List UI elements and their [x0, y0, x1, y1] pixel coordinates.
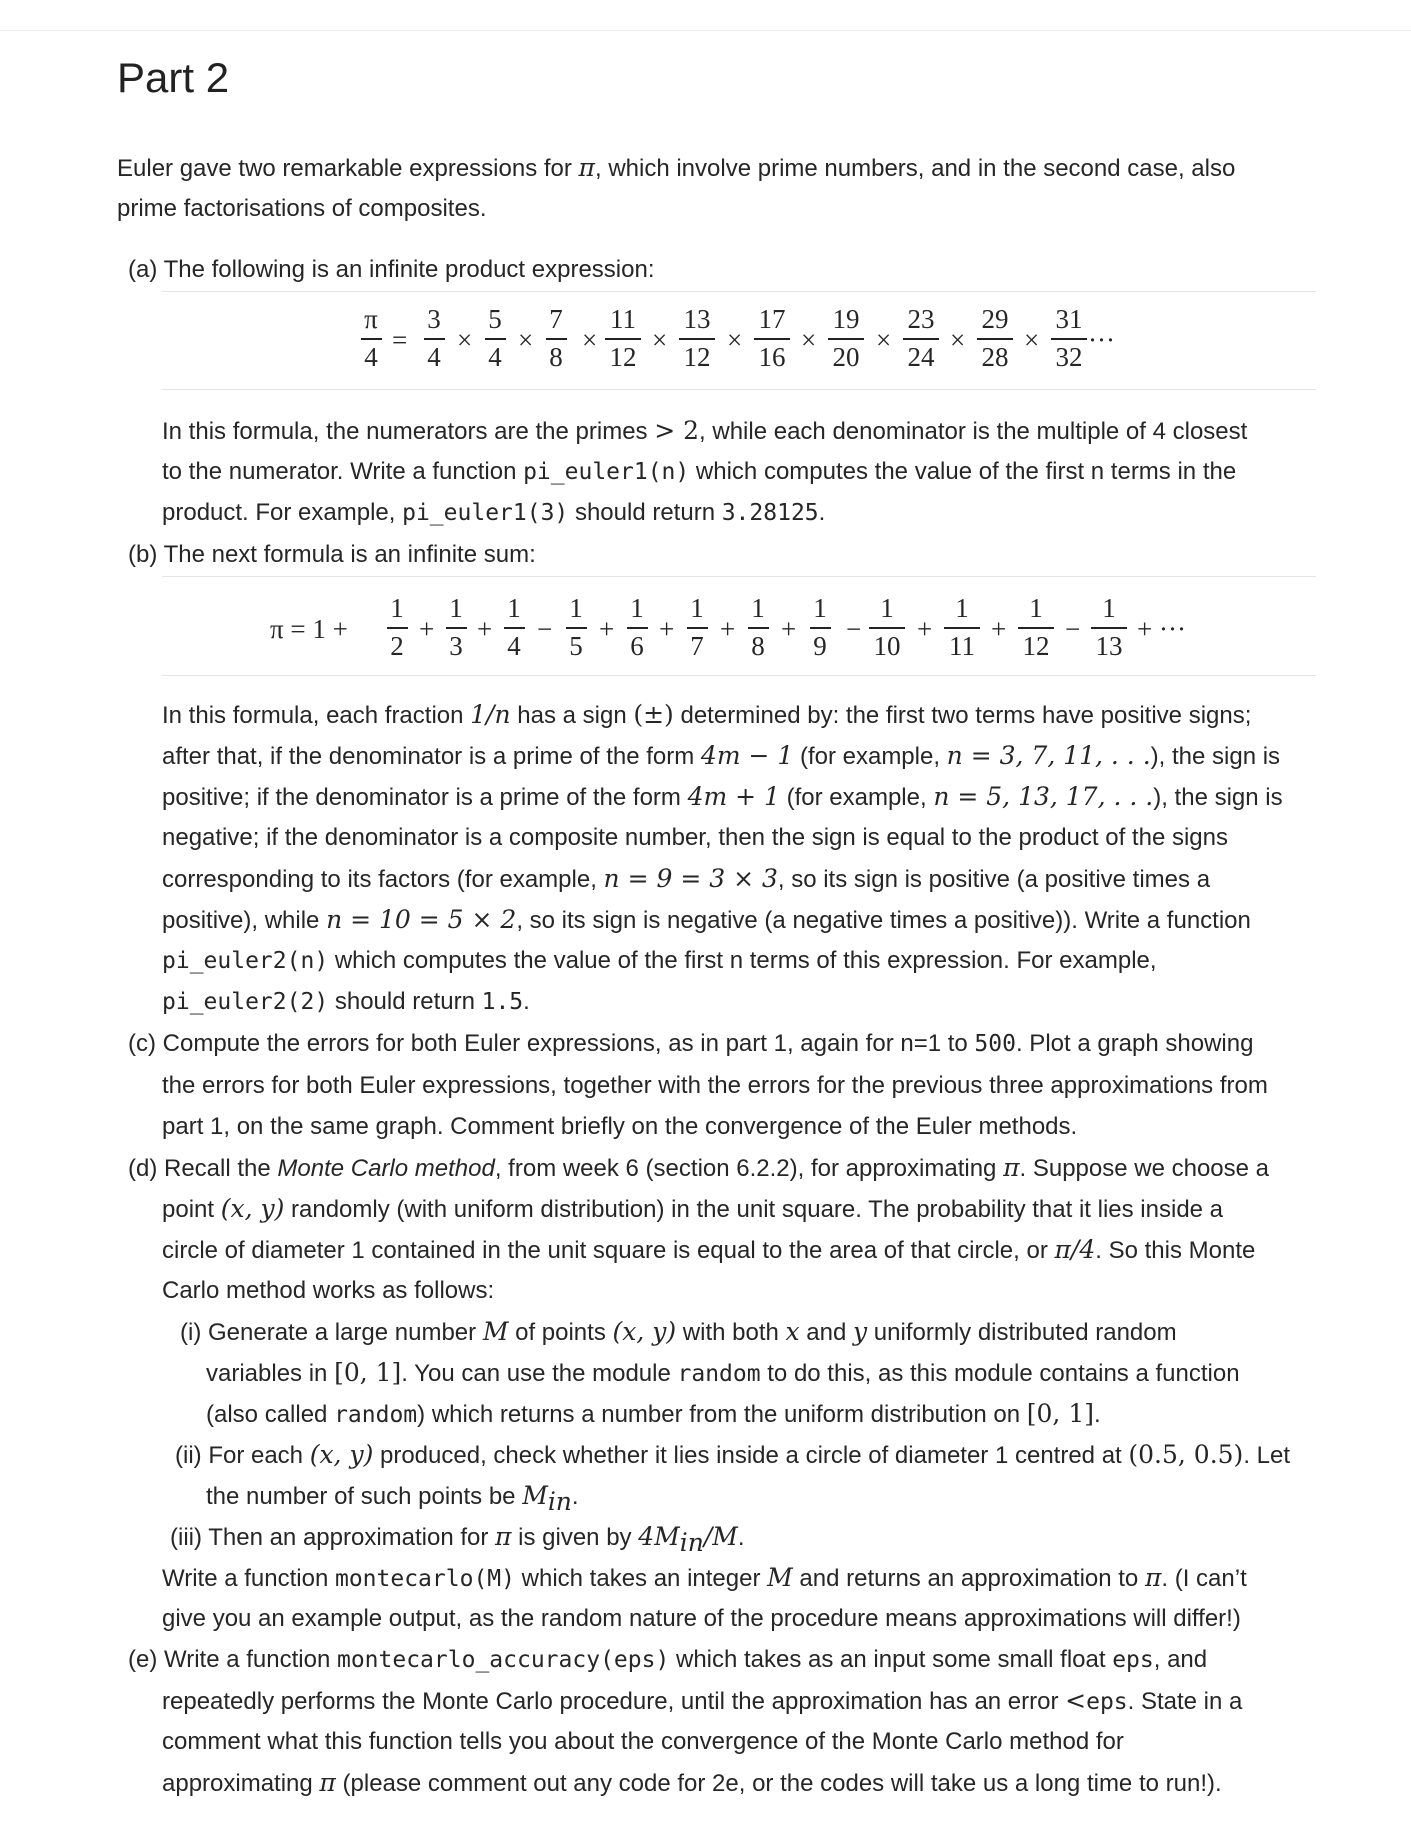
formula-b-top-rule [162, 576, 1316, 577]
sum-sign-10: + [991, 614, 1007, 644]
part-e-text-4: approximating π (please comment out any code for 2e, or the codes will take us a long time to run!). [162, 1768, 1222, 1797]
product-fraction-1-numerator: 3 [427, 304, 441, 334]
product-fraction-7-denominator: 20 [832, 341, 860, 372]
times-sign-7: × [876, 325, 892, 355]
sum-fraction-1-over-12-denominator: 12 [1022, 630, 1050, 661]
product-fraction-3 [526, 305, 586, 371]
part-b-label: (b) The next formula is an infinite sum: [128, 541, 536, 568]
sum-fraction-1-over-7-numerator: 1 [690, 593, 704, 623]
product-fraction-5-denominator: 12 [683, 341, 711, 372]
sum-fraction-1-over-11 [932, 594, 992, 660]
fraction-pi-over-4-numerator: π [364, 304, 378, 334]
product-fraction-10-bar [1051, 338, 1087, 340]
part-c-text-1: (c) Compute the errors for both Euler expressions, as in part 1, again for n=1 to 500. Plot a graph showing [128, 1030, 1254, 1057]
sum-fraction-1-over-2-denominator: 2 [390, 630, 404, 661]
times-sign-5: × [727, 325, 743, 355]
product-fraction-8-numerator: 23 [907, 304, 935, 334]
sum-fraction-1-over-10-bar [869, 627, 905, 629]
step-i-line-2: variables in [0, 1]. You can use the module random to do this, as this module contains a function [206, 1358, 1240, 1387]
sum-fraction-1-over-8-numerator: 1 [751, 593, 765, 623]
sum-fraction-1-over-6-bar [627, 627, 648, 629]
sum-fraction-1-over-9 [790, 594, 850, 660]
sum-fraction-1-over-2 [367, 594, 427, 660]
product-fraction-1-bar [424, 338, 445, 340]
sum-fraction-1-over-11-numerator: 1 [955, 593, 969, 623]
sum-fraction-1-over-12 [1006, 594, 1066, 660]
product-fraction-3-bar [546, 338, 567, 340]
sum-fraction-1-over-12-bar [1018, 627, 1054, 629]
product-fraction-6-denominator: 16 [758, 341, 786, 372]
sum-fraction-1-over-11-bar [944, 627, 980, 629]
sum-fraction-1-over-7 [667, 594, 727, 660]
times-sign-9: × [1024, 325, 1040, 355]
sum-lhs: π = 1 + [270, 614, 348, 644]
part-d-text-2: point (x, y) randomly (with uniform distribution) in the unit square. The probability that it lies inside a [162, 1194, 1224, 1223]
sum-fraction-1-over-4-denominator: 4 [507, 630, 521, 661]
product-fraction-2-numerator: 5 [488, 304, 502, 334]
product-fraction-2-denominator: 4 [488, 341, 502, 372]
product-fraction-1-denominator: 4 [427, 341, 441, 372]
sum-fraction-1-over-3-bar [446, 627, 467, 629]
part-c-text-3: part 1, on the same graph. Comment briefly on the convergence of the Euler methods. [162, 1113, 1078, 1140]
part-b-text-4: negative; if the denominator is a composite number, then the sign is equal to the product of the signs [162, 824, 1228, 851]
part-d-text-1: (d) Recall the Monte Carlo method, from week 6 (section 6.2.2), for approximating π. Suppose we choose a [128, 1153, 1270, 1182]
sum-fraction-1-over-10-denominator: 10 [873, 630, 901, 661]
product-fraction-9-denominator: 28 [981, 341, 1009, 372]
sum-fraction-1-over-11-denominator: 11 [949, 630, 975, 661]
product-fraction-4-bar [605, 338, 641, 340]
sum-sign-7: + [781, 614, 797, 644]
product-fraction-1 [404, 305, 464, 371]
sum-fraction-1-over-5 [546, 594, 606, 660]
part-a-text-3: product. For example, pi_euler1(3) should return 3.28125. [162, 499, 826, 526]
product-fraction-7 [816, 305, 876, 371]
sum-sign-5: + [659, 614, 675, 644]
top-divider [0, 30, 1411, 31]
product-fraction-9 [965, 305, 1025, 371]
sum-fraction-1-over-12-numerator: 1 [1029, 593, 1043, 623]
sum-fraction-1-over-2-bar [387, 627, 408, 629]
product-ellipsis: ··· [1088, 325, 1115, 355]
sum-sign-11: − [1065, 614, 1081, 644]
sum-fraction-1-over-2-numerator: 1 [390, 593, 404, 623]
sum-formula [0, 594, 1411, 669]
product-fraction-7-numerator: 19 [832, 304, 860, 334]
times-sign-3: × [582, 325, 598, 355]
fraction-pi-over-4-bar [361, 338, 382, 340]
part-d-text-4: Carlo method works as follows: [162, 1277, 495, 1304]
formula-a-bottom-rule [162, 389, 1316, 390]
product-fraction-6 [742, 305, 802, 371]
part-a-label: (a) The following is an infinite product expression: [128, 256, 655, 283]
product-fraction-9-numerator: 29 [981, 304, 1009, 334]
page-title: Part 2 [117, 54, 230, 101]
product-fraction-4 [593, 305, 653, 371]
sum-fraction-1-over-9-numerator: 1 [813, 593, 827, 623]
part-b-text-2: after that, if the denominator is a prime of the form 4m − 1 (for example, n = 3, 7, 11, . . .), the sign is [162, 741, 1281, 770]
sum-fraction-1-over-10-numerator: 1 [880, 593, 894, 623]
times-sign-2: × [518, 325, 534, 355]
sum-fraction-1-over-13-bar [1091, 627, 1127, 629]
part-e-text-2: repeatedly performs the Monte Carlo procedure, until the approximation has an error <eps. State in a [162, 1686, 1243, 1715]
part-a-text-1: In this formula, the numerators are the primes > 2, while each denominator is the multiple of 4 closest [162, 416, 1248, 445]
intro-line-2: prime factorisations of composites. [117, 195, 487, 222]
part-b-text-7: pi_euler2(n) which computes the value of the first n terms of this expression. For example, [162, 947, 1157, 974]
product-fraction-5-numerator: 13 [683, 304, 711, 334]
sum-fraction-1-over-6-denominator: 6 [630, 630, 644, 661]
step-i-line-1: (i) Generate a large number M of points (x, y) with both x and y uniformly distributed random [180, 1317, 1177, 1346]
sum-fraction-1-over-4-bar [504, 627, 525, 629]
sum-fraction-1-over-5-denominator: 5 [569, 630, 583, 661]
sum-fraction-1-over-4-numerator: 1 [507, 593, 521, 623]
sum-fraction-1-over-10 [857, 594, 917, 660]
times-sign-1: × [457, 325, 473, 355]
product-fraction-4-numerator: 11 [610, 304, 636, 334]
sum-fraction-1-over-8 [728, 594, 788, 660]
sum-fraction-1-over-8-bar [748, 627, 769, 629]
product-fraction-8 [891, 305, 951, 371]
product-fraction-9-bar [977, 338, 1013, 340]
part-b-text-8: pi_euler2(2) should return 1.5. [162, 988, 530, 1015]
product-fraction-3-denominator: 8 [549, 341, 563, 372]
part-d-write-1: Write a function montecarlo(M) which takes an integer M and returns an approximation to π. (I can’t [162, 1563, 1247, 1592]
sum-fraction-1-over-6-numerator: 1 [630, 593, 644, 623]
product-fraction-3-numerator: 7 [549, 304, 563, 334]
sum-sign-8: − [846, 614, 862, 644]
part-b-text-6: positive), while n = 10 = 5 × 2, so its sign is negative (a negative times a positive)). Write a function [162, 905, 1251, 934]
sum-fraction-1-over-13-numerator: 1 [1102, 593, 1116, 623]
formula-b-bottom-rule [162, 675, 1316, 676]
part-c-text-2: the errors for both Euler expressions, together with the errors for the previous three approximations from [162, 1072, 1268, 1099]
formula-a-top-rule [162, 291, 1316, 292]
sum-fraction-1-over-13-denominator: 13 [1095, 630, 1123, 661]
times-sign-6: × [801, 325, 817, 355]
product-fraction-10-denominator: 32 [1055, 341, 1083, 372]
sum-sign-4: + [599, 614, 615, 644]
step-i-line-3: (also called random) which returns a number from the uniform distribution on [0, 1]. [206, 1399, 1101, 1428]
product-fraction-2-bar [485, 338, 506, 340]
step-ii-line-2: the number of such points be $M_{in}$. [206, 1481, 579, 1516]
part-a-text-2: to the numerator. Write a function pi_euler1(n) which computes the value of the first n terms in the [162, 458, 1237, 485]
part-b-text-1: In this formula, each fraction 1/n has a sign (±) determined by: the first two terms have positive signs; [162, 700, 1252, 729]
product-formula [0, 305, 1411, 380]
product-fraction-5 [667, 305, 727, 371]
part-b-text-5: corresponding to its factors (for example, n = 9 = 3 × 3, so its sign is positive (a positive times a [162, 864, 1211, 893]
product-fraction-8-denominator: 24 [907, 341, 935, 372]
part-d-text-3: circle of diameter 1 contained in the unit square is equal to the area of that circle, or π/4. So this Monte [162, 1235, 1256, 1264]
sum-fraction-1-over-3-numerator: 1 [449, 593, 463, 623]
step-iii-line: (iii) Then an approximation for π is given by $4M_{in}/M$. [170, 1522, 745, 1557]
sum-fraction-1-over-7-bar [687, 627, 708, 629]
product-fraction-4-denominator: 12 [609, 341, 637, 372]
product-fraction-6-bar [754, 338, 790, 340]
product-fraction-8-bar [903, 338, 939, 340]
sum-sign-2: + [477, 614, 493, 644]
sum-sign-6: + [720, 614, 736, 644]
times-sign-4: × [652, 325, 668, 355]
sum-fraction-1-over-5-bar [566, 627, 587, 629]
product-fraction-7-bar [828, 338, 864, 340]
fraction-pi-over-4-denominator: 4 [364, 341, 378, 372]
sum-fraction-1-over-9-denominator: 9 [813, 630, 827, 661]
equals-sign: = [392, 325, 408, 355]
sum-fraction-1-over-6 [607, 594, 667, 660]
sum-fraction-1-over-4 [484, 594, 544, 660]
sum-sign-9: + [917, 614, 933, 644]
sum-fraction-1-over-13 [1079, 594, 1139, 660]
times-sign-8: × [950, 325, 966, 355]
sum-fraction-1-over-5-numerator: 1 [569, 593, 583, 623]
product-fraction-6-numerator: 17 [758, 304, 786, 334]
part-e-text-3: comment what this function tells you about the convergence of the Monte Carlo method for [162, 1728, 1124, 1755]
sum-sign-1: + [419, 614, 435, 644]
product-fraction-10-numerator: 31 [1055, 304, 1083, 334]
sum-fraction-1-over-3-denominator: 3 [449, 630, 463, 661]
sum-sign-3: − [537, 614, 553, 644]
intro-line-1: Euler gave two remarkable expressions for π, which involve prime numbers, and in the second case, also [117, 153, 1236, 182]
part-d-write-2: give you an example output, as the random nature of the procedure means approximations will differ!) [162, 1605, 1241, 1632]
sum-fraction-1-over-9-bar [810, 627, 831, 629]
sum-fraction-1-over-7-denominator: 7 [690, 630, 704, 661]
sum-ellipsis: + ··· [1137, 614, 1186, 644]
product-fraction-2 [465, 305, 525, 371]
part-b-text-3: positive; if the denominator is a prime of the form 4m + 1 (for example, n = 5, 13, 17, . . .), the sign is [162, 782, 1283, 811]
product-fraction-5-bar [679, 338, 715, 340]
sum-fraction-1-over-8-denominator: 8 [751, 630, 765, 661]
part-e-text-1: (e) Write a function montecarlo_accuracy(eps) which takes as an input some small float eps, and [128, 1646, 1208, 1673]
step-ii-line-1: (ii) For each (x, y) produced, check whether it lies inside a circle of diameter 1 centred at (0.5, 0.5). Let [175, 1440, 1291, 1469]
